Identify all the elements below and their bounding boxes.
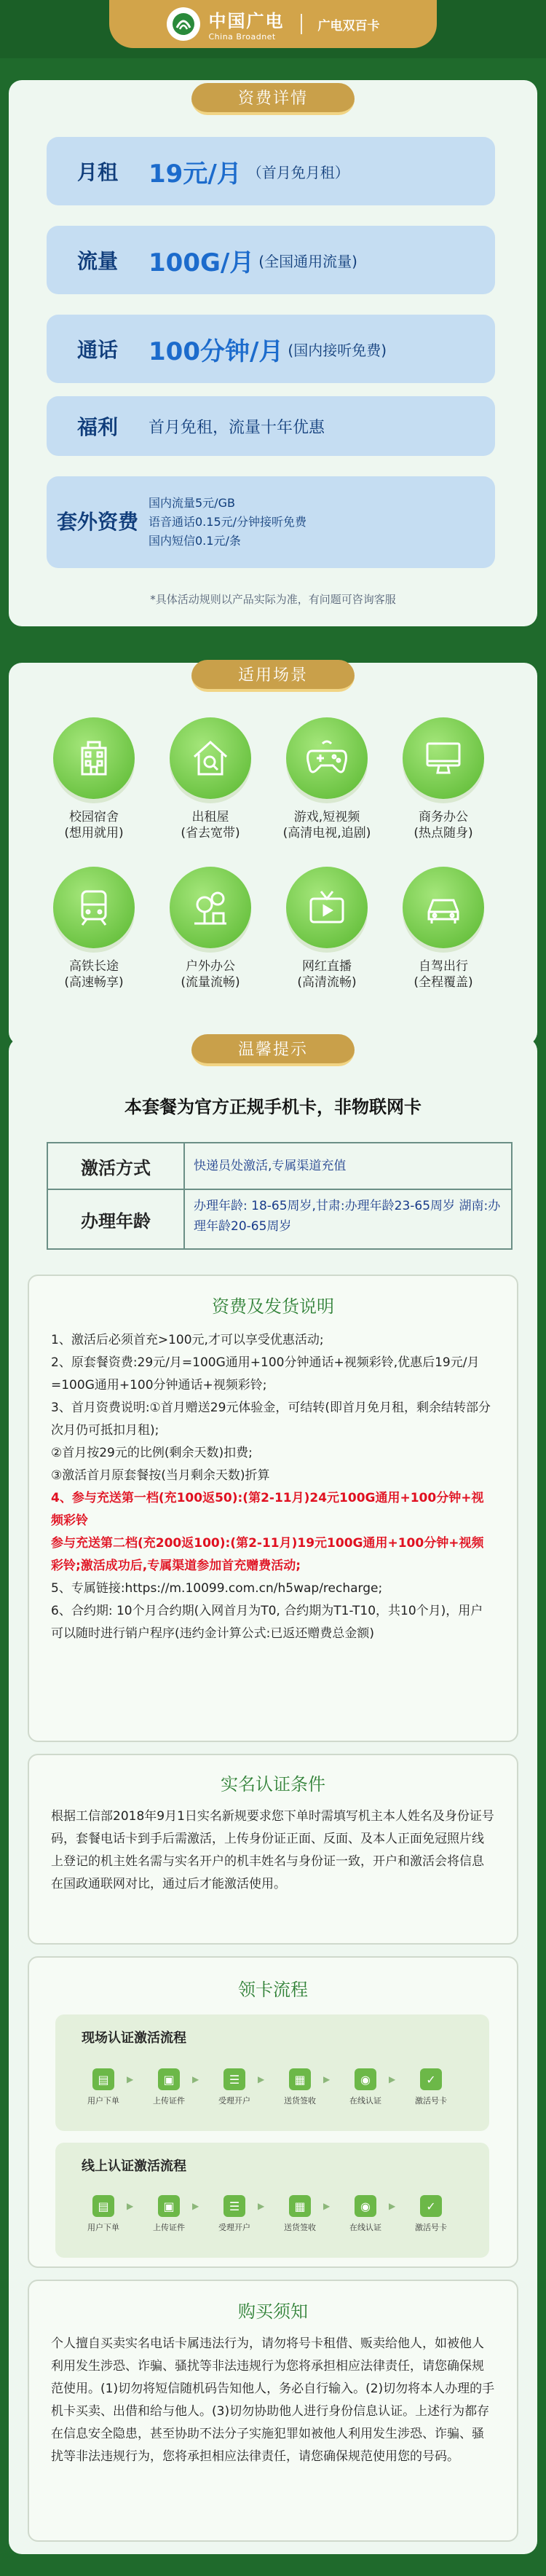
purchase-text: 个人擅自买卖实名电话卡属违法行为，请勿将号卡租借、贩卖给他人，如被他人利用发生涉恐、诈骗、骚扰等非法违规行为您将承担相应法律责任，请您确保规范使用。(1)切勿将短信随机码告知他人，务必自行输入。(2)切勿将本人办理的手机卡买卖、出借和给与他人。(3)切勿协助他人进行身份信息认证。上述行为都存在信息安全隐患，甚至协助不法分子实施犯罪如被他人利用发生涉恐、诈骗、骚扰等非法违规行为，您将承担相应法律责任，请您确保规范使用您的号码。 <box>51 2336 495 2464</box>
cart-icon: ▤ <box>92 2195 114 2217</box>
scene-name: 校园宿舍 <box>69 810 119 824</box>
flow-step-label: 用户下单 <box>87 2096 119 2106</box>
scene-item <box>156 717 265 841</box>
arrow-icon: ▶ <box>258 2201 265 2211</box>
id-card-icon: ▣ <box>158 2068 180 2090</box>
fee-row-calls <box>47 315 495 383</box>
info-key: 激活方式 <box>48 1143 185 1189</box>
fee-row-data <box>47 226 495 294</box>
flow-step <box>336 2195 395 2233</box>
scene-name: 自驾出行 <box>419 959 468 974</box>
open-account-icon: ☰ <box>223 2195 245 2217</box>
fee-value: 首月免租，流量十年优惠 <box>149 418 325 437</box>
extra-line: 语音通话0.15元/分钟接听免费 <box>149 515 307 529</box>
arrow-icon: ▶ <box>323 2201 331 2211</box>
product-name: 广电双百卡 <box>317 18 380 34</box>
scene-name: 商务办公 <box>419 810 468 824</box>
scene-item <box>389 717 498 841</box>
delivery-icon: ▦ <box>289 2195 311 2217</box>
flow-step-label: 用户下单 <box>87 2223 119 2232</box>
flow-step <box>140 2068 198 2106</box>
shipping-box <box>28 1275 518 1742</box>
purchase-box <box>28 2280 518 2542</box>
scene-sub: (流量流畅) <box>181 975 240 990</box>
arrow-icon: ▶ <box>389 2201 396 2211</box>
scene-sub: (省去宽带) <box>181 826 240 840</box>
scene-item <box>389 867 498 990</box>
gamepad-icon <box>286 717 368 799</box>
realname-box <box>28 1754 518 1945</box>
fee-label: 流量 <box>76 249 118 273</box>
brand-name-en: China Broadnet <box>208 32 276 42</box>
fee-label: 月租 <box>76 160 118 184</box>
scene-name: 网红直播 <box>302 959 352 974</box>
extra-line: 国内短信0.1元/条 <box>149 534 241 548</box>
fee-row-extra <box>47 476 495 568</box>
tips-headline: 本套餐为官方正规手机卡，非物联网卡 <box>124 1097 422 1117</box>
brand-banner <box>109 0 437 48</box>
scene-sub: (全程覆盖) <box>414 975 473 990</box>
section-tab-fees: 资费详情 <box>191 83 355 115</box>
fee-value: 100分钟/月 <box>149 336 284 366</box>
fee-row-benefit <box>47 396 495 456</box>
flow-step-label: 受理开户 <box>218 2223 250 2232</box>
header <box>0 0 546 58</box>
flow-step <box>402 2068 460 2106</box>
flow-step <box>205 2195 264 2233</box>
arrow-icon: ▶ <box>192 2074 199 2084</box>
info-row <box>48 1143 511 1190</box>
fee-note: (全国通用流量) <box>258 252 357 270</box>
train-icon <box>53 867 135 948</box>
scene-item <box>39 867 149 990</box>
fee-label: 套外资费 <box>56 510 138 534</box>
car-icon <box>403 867 484 948</box>
flow-step <box>402 2195 460 2233</box>
scene-name: 游戏,短视频 <box>293 810 360 824</box>
school-icon <box>53 717 135 799</box>
arrow-icon: ▶ <box>127 2201 134 2211</box>
fee-disclaimer: *具体活动规则以产品实际为准，有问题可咨询客服 <box>150 593 396 606</box>
arrow-icon: ▶ <box>323 2074 331 2084</box>
shipping-line: 1、激活后必须首充>100元,才可以享受优惠活动; <box>51 1333 324 1347</box>
fee-label: 通话 <box>76 338 118 362</box>
flow-panel-onsite <box>55 2014 489 2131</box>
realname-title: 实名认证条件 <box>221 1774 325 1795</box>
shipping-line: 5、专属链接:https://m.10099.com.cn/h5wap/recharge; <box>51 1581 383 1596</box>
flow-step-label: 在线认证 <box>349 2223 381 2232</box>
flow-panel-online <box>55 2143 489 2258</box>
outdoor-icon <box>170 867 251 948</box>
scene-sub: (热点随身) <box>414 826 473 840</box>
fee-note: (国内接听免费) <box>288 341 387 359</box>
arrow-icon: ▶ <box>127 2074 134 2084</box>
scene-sub: (想用就用) <box>64 826 124 840</box>
tv-play-icon <box>286 867 368 948</box>
flow-step-label: 送货签收 <box>284 2223 316 2232</box>
flow-title: 线上认证激活流程 <box>82 2159 186 2174</box>
section-tab-tips: 温馨提示 <box>191 1034 355 1066</box>
shipping-title: 资费及发货说明 <box>212 1296 334 1317</box>
fee-label: 福利 <box>76 415 118 439</box>
flow-step-label: 上传证件 <box>153 2223 185 2232</box>
scene-name: 户外办公 <box>186 959 235 974</box>
shipping-line: 2、原套餐资费:29元/月=100G通用+100分钟通话+视频彩铃,优惠后19元/月=100G通用+100分钟通话+视频彩铃; <box>51 1355 480 1393</box>
info-value: 快递员处激活,专属渠道充值 <box>194 1159 347 1173</box>
shipping-line: 3、首月资费说明:①首月赠送29元体验金，可结转(即首月免月租，剩余结转部分次月仍可抵扣月租); <box>51 1401 491 1438</box>
flow-step-label: 受理开户 <box>218 2096 250 2106</box>
scene-sub: (高清电视,追剧) <box>282 826 371 840</box>
flow-step <box>205 2068 264 2106</box>
flow-title: 现场认证激活流程 <box>82 2031 186 2046</box>
brand-name: 中国广电 <box>208 11 285 31</box>
fee-note: （首月免月租） <box>247 163 349 181</box>
flow-step-label: 上传证件 <box>153 2096 185 2106</box>
scene-sub: (高速畅享) <box>64 975 124 990</box>
info-row <box>48 1190 511 1248</box>
arrow-icon: ▶ <box>389 2074 396 2084</box>
activate-icon: ✓ <box>420 2195 442 2217</box>
promo-line: 参与充送第二档(充200返100):(第2-11月)19元100G通用+100分钟+视频彩铃;激活成功后,专属渠道参加首充赠费活动; <box>51 1536 484 1573</box>
monitor-icon <box>403 717 484 799</box>
flow-step-label: 激活号卡 <box>415 2096 447 2106</box>
scene-item <box>272 867 381 990</box>
scene-sub: (高清流畅) <box>297 975 357 990</box>
section-tab-scenes: 适用场景 <box>191 660 355 692</box>
cart-icon: ▤ <box>92 2068 114 2090</box>
scene-item <box>39 717 149 841</box>
flow-step <box>74 2068 132 2106</box>
arrow-icon: ▶ <box>192 2201 199 2211</box>
scene-name: 高铁长途 <box>69 959 119 974</box>
flow-step <box>271 2195 329 2233</box>
shipping-line: ②首月按29元的比例(剩余天数)扣费; <box>51 1446 253 1460</box>
info-key: 办理年龄 <box>48 1190 185 1248</box>
shipping-line: 6、合约期: 10个月合约期(入网首月为T0, 合约期为T1-T10，共10个月)，用户可以随时进行销户程序(违约金计算公式:已返还赠费总金额) <box>51 1604 483 1641</box>
verify-icon: ◉ <box>355 2068 376 2090</box>
arrow-icon: ▶ <box>258 2074 265 2084</box>
scene-item <box>156 867 265 990</box>
flow-step-label: 在线认证 <box>349 2096 381 2106</box>
flow-step-label: 送货签收 <box>284 2096 316 2106</box>
flow-step <box>140 2195 198 2233</box>
purchase-title: 购买须知 <box>238 2301 308 2322</box>
scene-name: 出租屋 <box>191 810 229 824</box>
delivery-icon: ▦ <box>289 2068 311 2090</box>
house-search-icon <box>170 717 251 799</box>
id-card-icon: ▣ <box>158 2195 180 2217</box>
open-account-icon: ☰ <box>223 2068 245 2090</box>
fee-row-monthly <box>47 137 495 205</box>
shipping-body <box>29 1317 517 1645</box>
promo-line: 4、参与充送第一档(充100返50):(第2-11月)24元100G通用+100分钟+视频彩铃 <box>51 1491 484 1528</box>
fee-value: 19元/月 <box>149 159 242 189</box>
verify-icon: ◉ <box>355 2195 376 2217</box>
shipping-line: ③激活首月原套餐按(当月剩余天数)折算 <box>51 1468 270 1483</box>
flow-step-label: 激活号卡 <box>415 2223 447 2232</box>
info-table <box>47 1142 513 1250</box>
fee-value: 100G/月 <box>149 248 255 277</box>
flow-step <box>271 2068 329 2106</box>
flow-step <box>74 2195 132 2233</box>
realname-text: 根据工信部2018年9月1日实名新规要求您下单时需填写机主本人姓名及身份证号码，套餐电话卡到手后需激活，上传身份证正面、反面、及本人正面免冠照片线上登记的机主姓名需与实名开户的机丰姓名与身份证一致，开户和激活会将信息在国政通联网对比，通过后才能激活使用。 <box>51 1809 494 1891</box>
divider <box>301 14 302 34</box>
process-title: 领卡流程 <box>238 1980 308 2000</box>
info-value: 办理年龄: 18-65周岁,甘肃:办理年龄23-65周岁 湖南:办理年龄20-65周岁 <box>194 1199 501 1234</box>
scene-item <box>272 717 381 841</box>
activate-icon: ✓ <box>420 2068 442 2090</box>
extra-line: 国内流量5元/GB <box>149 496 235 510</box>
flow-step <box>336 2068 395 2106</box>
broadnet-logo-icon <box>167 7 200 41</box>
